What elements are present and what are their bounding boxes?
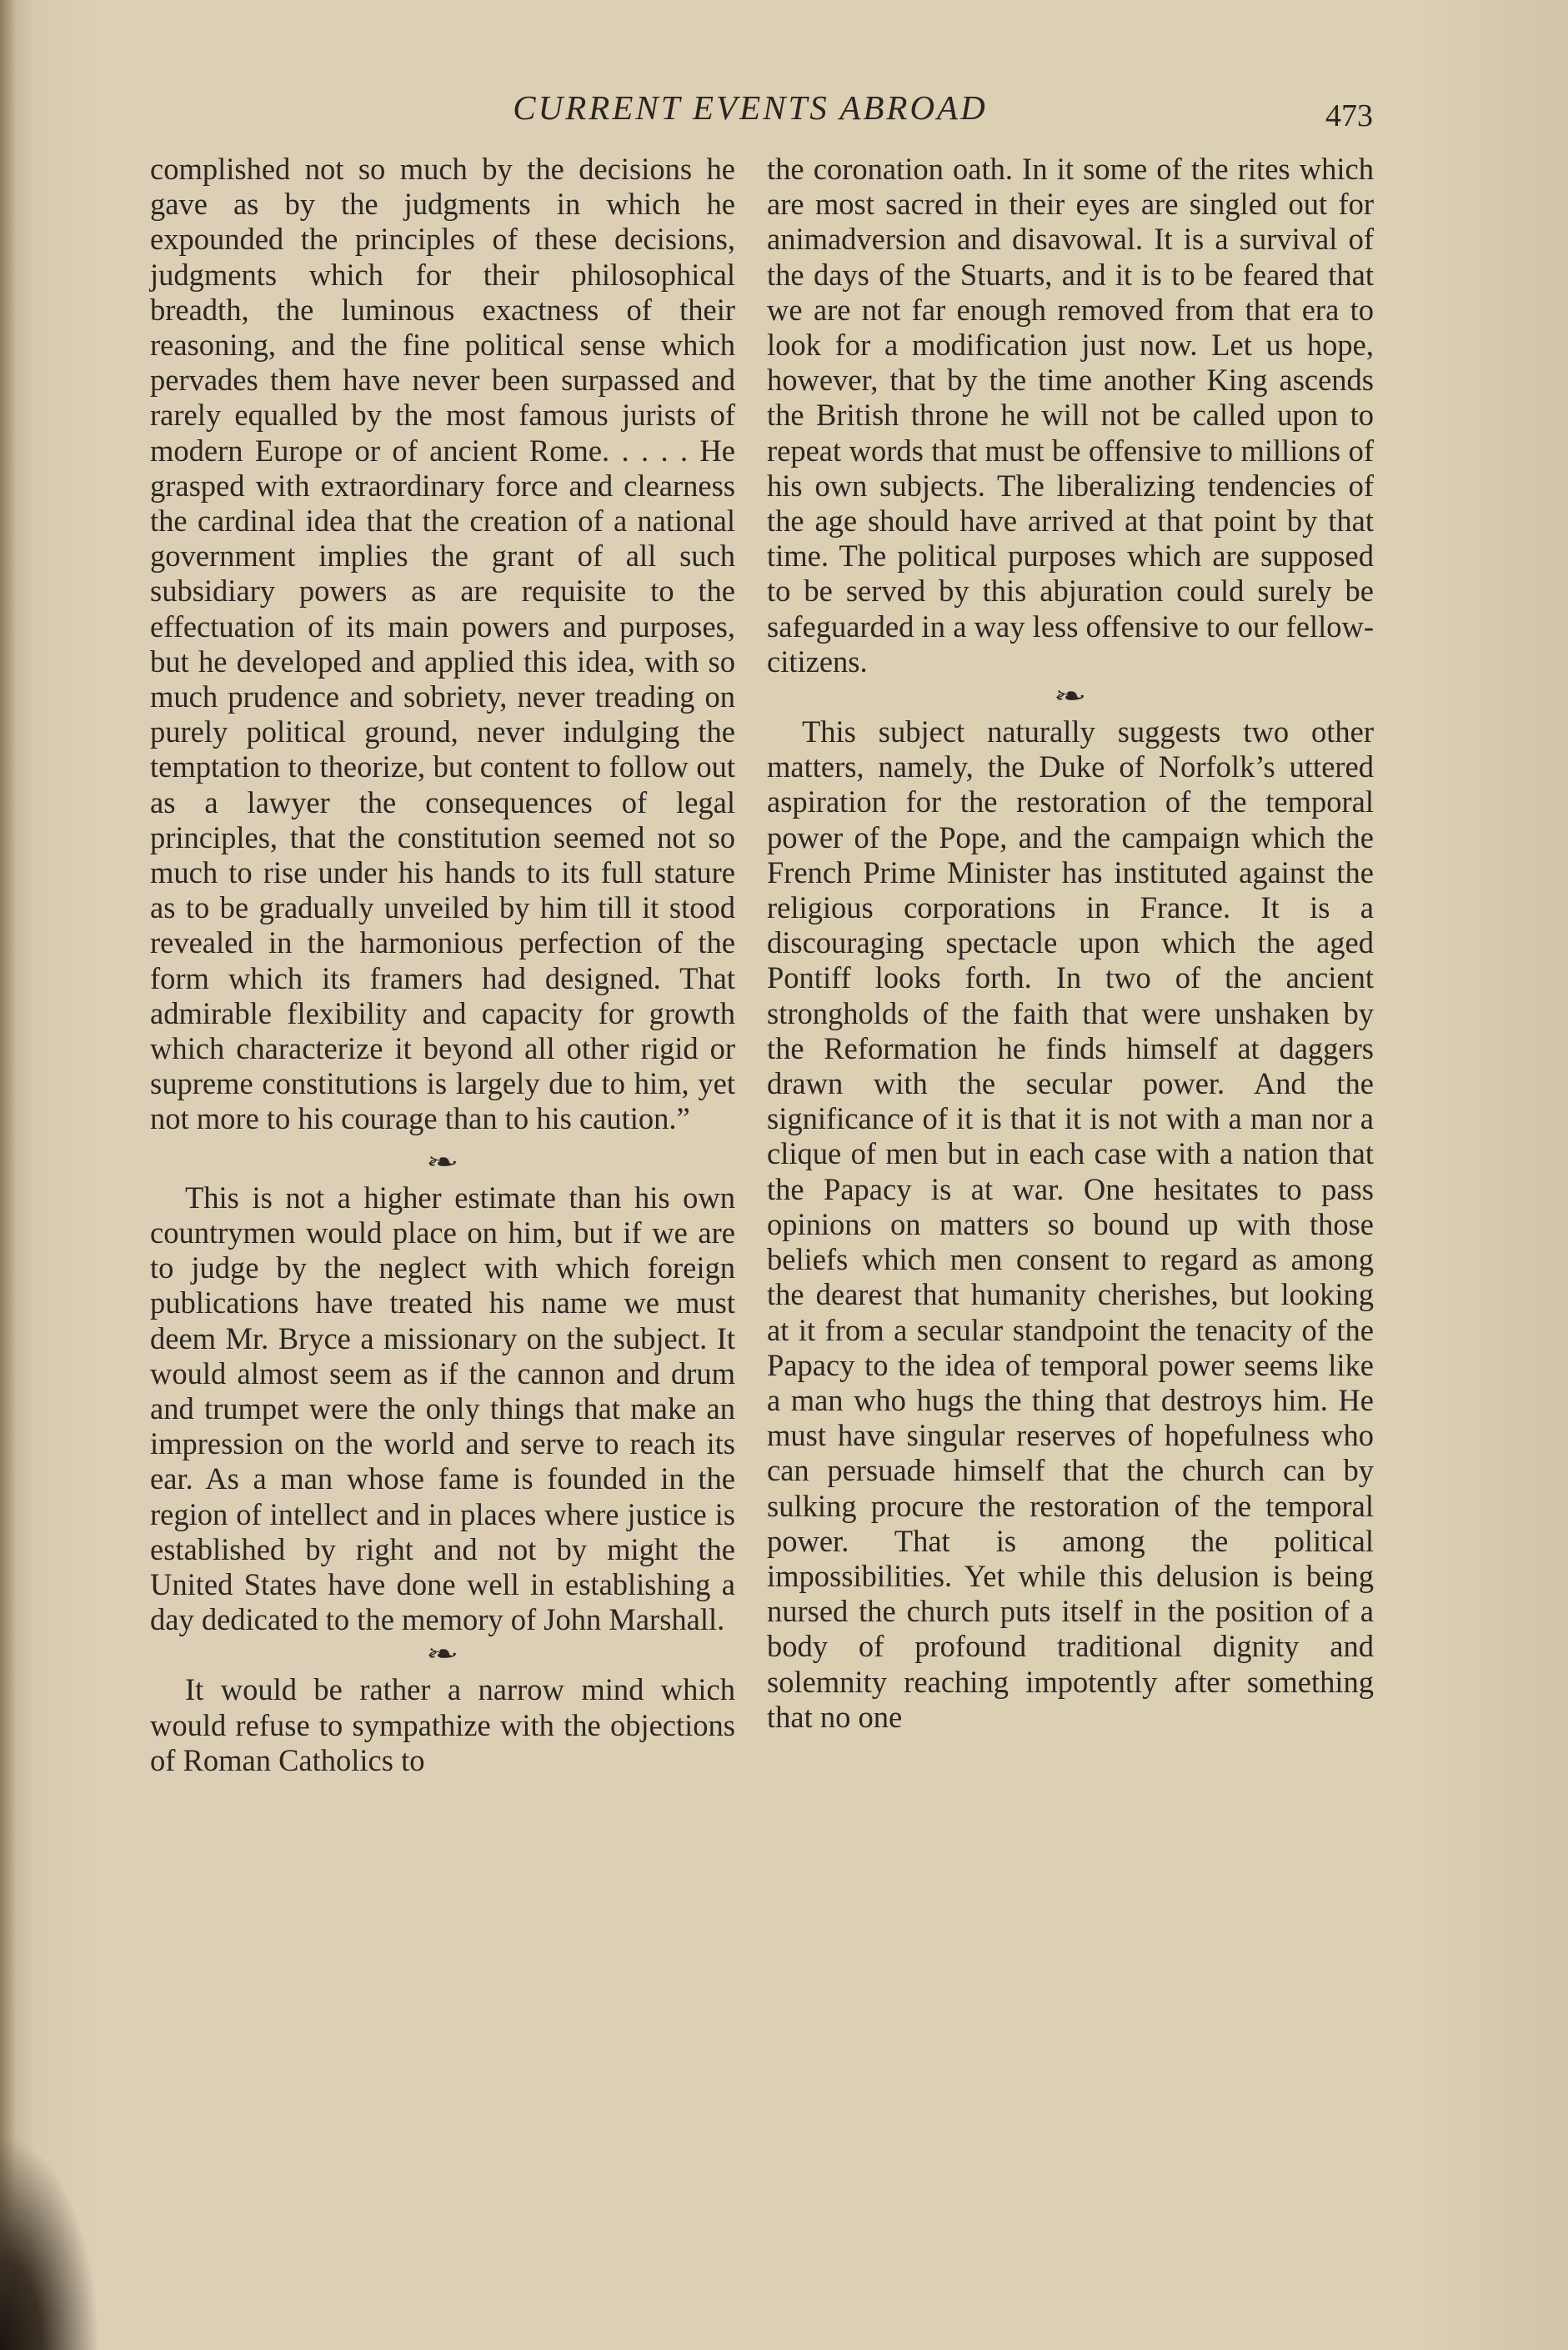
right-column (767, 152, 1374, 1735)
left-paragraph-3: It would be rather a narrow mind which would refuse to sympathize with the objections of Roman Catholics to (150, 1672, 735, 1777)
ornament-icon: ❧ (425, 1148, 460, 1176)
right-paragraph-2: This subject naturally suggests two other matters, namely, the Duke of Norfolk’s uttered aspiration for the restoration of the temporal power of the Pope, and the campaign which the French Prime Minister has instituted against the religious corporations in France. It is a discouraging spectacle upon which the aged Pontiff looks forth. In two of the ancient strongholds of the faith that were unshaken by the Reformation he finds himself at daggers drawn with the secular power. And the significance of it is that it is not with a man nor a clique of men but in each case with a nation that the Papacy is at war. One hesitates to pass opinions on matters so bound up with those beliefs which men consent to regard as among the dearest that humanity cherishes, but looking at it from a secular standpoint the tenacity of the Papacy to the idea of temporal power seems like a man who hugs the thing that destroys him. He must have singular reserves of hopefulness who can persuade himself that the church can by sulking procure the restoration of the temporal power. That is among the political impossibilities. Yet while this delusion is being nursed the church puts itself in the position of a body of profound traditional dignity and solemnity reaching impotently after something that no one (767, 714, 1374, 1734)
page-binding-edge (0, 0, 15, 2350)
left-paragraph-1: complished not so much by the decisions he gave as by the judgments in which he expounded the principles of these decisions, judgments which for their philosophical breadth, the luminous exactness of their reasoning, and the fine political sense which pervades them have never been surpassed and rarely equalled by the most famous jurists of modern Europe or of ancient Rome. . . . . He grasped with extraordinary force and clearness the cardinal idea that the creation of a national government implies the grant of all such subsidiary powers as are requisite to the effectuation of its main powers and purposes, but he developed and applied this idea, with so much prudence and sobriety, never treading on purely political ground, never indulging the temptation to theorize, but content to follow out as a lawyer the consequences of legal principles, that the constitution seemed not so much to rise under his hands to its full stature as to be gradually unveiled by him till it stood revealed in the harmonious perfection of the form which its framers had designed. That admirable flexibility and capacity for growth which characterize it beyond all other rigid or supreme constitutions is largely due to him, yet not more to his courage than to his caution.” (150, 152, 735, 1136)
right-paragraph-1: the coronation oath. In it some of the rites which are most sacred in their eyes are singled out for animadversion and disavowal. It is a survival of the days of the Stuarts, and it is to be feared that we are not far enough removed from that era to look for a modification just now. Let us hope, however, that by the time another King ascends the British throne he will not be called upon to repeat words that must be offensive to millions of his own subjects. The liberalizing tendencies of the age should have arrived at that point by that time. The political purposes which are supposed to be served by this abjuration could surely be safeguarded in a way less offensive to our fellow-citizens. (767, 152, 1374, 679)
running-title: CURRENT EVENTS ABROAD (513, 88, 988, 127)
page-number: 473 (1325, 98, 1373, 133)
left-column (150, 152, 735, 1778)
ornament-icon: ❧ (1053, 683, 1088, 711)
corner-shadow (0, 2133, 100, 2350)
left-paragraph-2: This is not a higher estimate than his own countrymen would place on him, but if we are to judge by the neglect with which foreign publications have treated his name we must deem Mr. Bryce a missionary on the subject. It would almost seem as if the cannon and drum and trumpet were the only things that make an impression on the world and serve to reach its ear. As a man whose fame is founded in the region of intellect and in places where justice is established by right and not by might the United States have done well in establishing a day dedicated to the memory of John Marshall. (150, 1180, 735, 1637)
ornament-icon: ❧ (425, 1641, 460, 1669)
